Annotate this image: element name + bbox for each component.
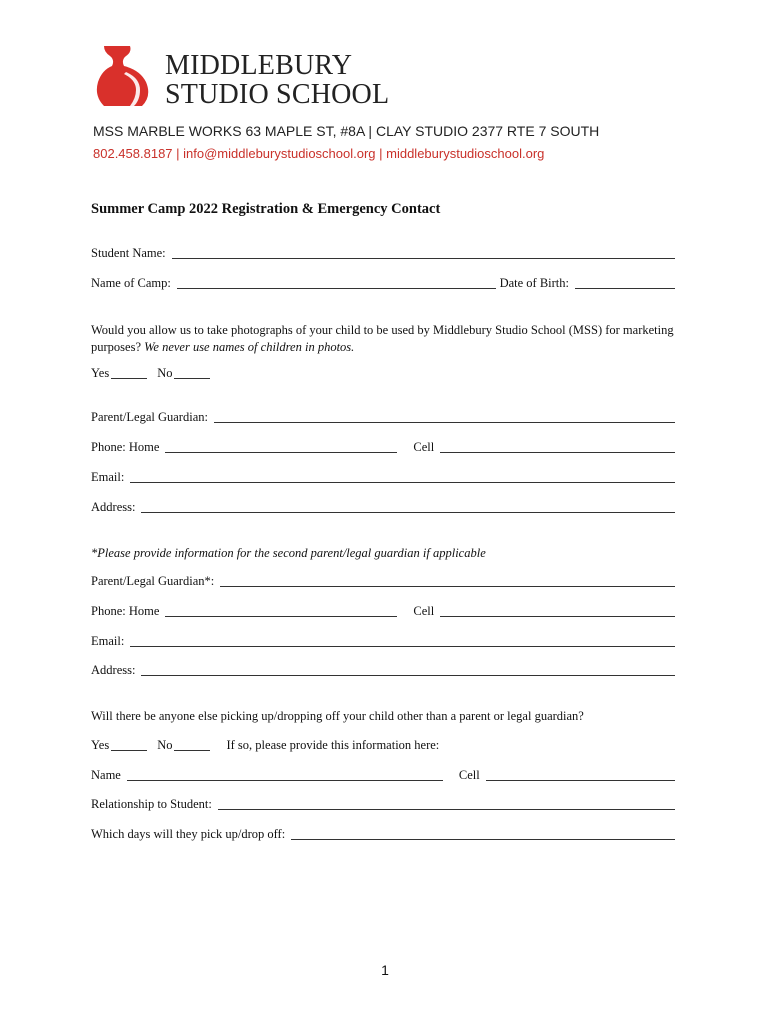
photo-no-label: No <box>157 366 173 380</box>
email2-field[interactable] <box>130 634 675 647</box>
brand-line-2: STUDIO SCHOOL <box>165 79 390 110</box>
address-field[interactable] <box>141 500 675 513</box>
pickup-no-label: No <box>157 738 173 752</box>
phone-home-field[interactable] <box>165 440 397 453</box>
photo-yes-field[interactable] <box>111 366 147 379</box>
address-label: Address: <box>91 500 136 514</box>
dob-field[interactable] <box>575 276 675 289</box>
second-guardian-note: *Please provide information for the second parent/legal guardian if applicable <box>91 546 486 560</box>
cell2-field[interactable] <box>440 604 675 617</box>
school-logo <box>90 44 410 110</box>
email-row <box>91 470 679 485</box>
phone2-row <box>91 604 679 619</box>
address-row <box>91 500 679 515</box>
days-label: Which days will they pick up/drop off: <box>91 827 286 841</box>
days-field[interactable] <box>291 827 675 840</box>
school-contact: 802.458.8187 | info@middleburystudioschool.org | middleburystudioschool.org <box>93 146 545 161</box>
form-title: Summer Camp 2022 Registration & Emergency Contact <box>91 201 441 217</box>
phone-home-label: Phone: Home <box>91 440 160 454</box>
student-name-label: Student Name: <box>91 246 166 260</box>
school-address: MSS MARBLE WORKS 63 MAPLE ST, #8A | CLAY STUDIO 2377 RTE 7 SOUTH <box>93 123 600 139</box>
brand-name <box>165 52 389 110</box>
address2-row <box>91 663 679 678</box>
photo-no-field[interactable] <box>174 366 210 379</box>
photo-consent-note: We never use names of children in photos. <box>144 340 355 354</box>
camp-row <box>91 276 679 291</box>
pickup-cell-label: Cell <box>458 768 480 782</box>
cell2-label: Cell <box>413 604 435 618</box>
camp-name-label: Name of Camp: <box>91 276 171 290</box>
photo-yes-label: Yes <box>91 366 110 380</box>
pickup-no-field[interactable] <box>174 738 210 751</box>
guardian2-label: Parent/Legal Guardian*: <box>91 574 215 588</box>
email2-label: Email: <box>91 634 125 648</box>
cell-field[interactable] <box>440 440 675 453</box>
brand-line-1: MIDDLEBURY <box>165 50 353 81</box>
cell-label: Cell <box>413 440 435 454</box>
pickup-name-label: Name <box>91 768 121 782</box>
relationship-row <box>91 797 679 812</box>
photo-consent-question <box>91 322 691 356</box>
email-field[interactable] <box>130 470 675 483</box>
guardian2-row <box>91 574 679 589</box>
phone-row <box>91 440 679 455</box>
guardian-label: Parent/Legal Guardian: <box>91 410 208 424</box>
pickup-cell-field[interactable] <box>486 768 675 781</box>
address2-label: Address: <box>91 663 136 677</box>
phone2-home-field[interactable] <box>165 604 397 617</box>
pickup-options <box>91 738 439 753</box>
guardian-row <box>91 410 679 425</box>
pickup-yes-label: Yes <box>91 738 110 752</box>
camp-name-field[interactable] <box>177 276 496 289</box>
days-row <box>91 827 679 842</box>
email2-row <box>91 634 679 649</box>
phone2-home-label: Phone: Home <box>91 604 160 618</box>
photo-consent-options <box>91 366 220 381</box>
pickup-if-so-text: If so, please provide this information here: <box>226 738 440 752</box>
student-name-field[interactable] <box>172 246 675 259</box>
pickup-yes-field[interactable] <box>111 738 147 751</box>
vase-logo-icon <box>90 44 154 110</box>
email-label: Email: <box>91 470 125 484</box>
pickup-name-field[interactable] <box>127 768 443 781</box>
relationship-field[interactable] <box>218 797 675 810</box>
relationship-label: Relationship to Student: <box>91 797 212 811</box>
pickup-name-row <box>91 768 679 783</box>
guardian2-field[interactable] <box>220 574 675 587</box>
guardian-field[interactable] <box>214 410 675 423</box>
photo-consent-text: Would you allow us to take photographs of your child to be used by Middlebury Studio School (MSS) for marketing purposes? <box>91 323 674 354</box>
student-name-row <box>91 246 679 261</box>
pickup-question: Will there be anyone else picking up/dropping off your child other than a parent or legal guardian? <box>91 709 584 723</box>
page-number: 1 <box>381 962 389 978</box>
dob-label: Date of Birth: <box>499 276 569 290</box>
address2-field[interactable] <box>141 663 675 676</box>
